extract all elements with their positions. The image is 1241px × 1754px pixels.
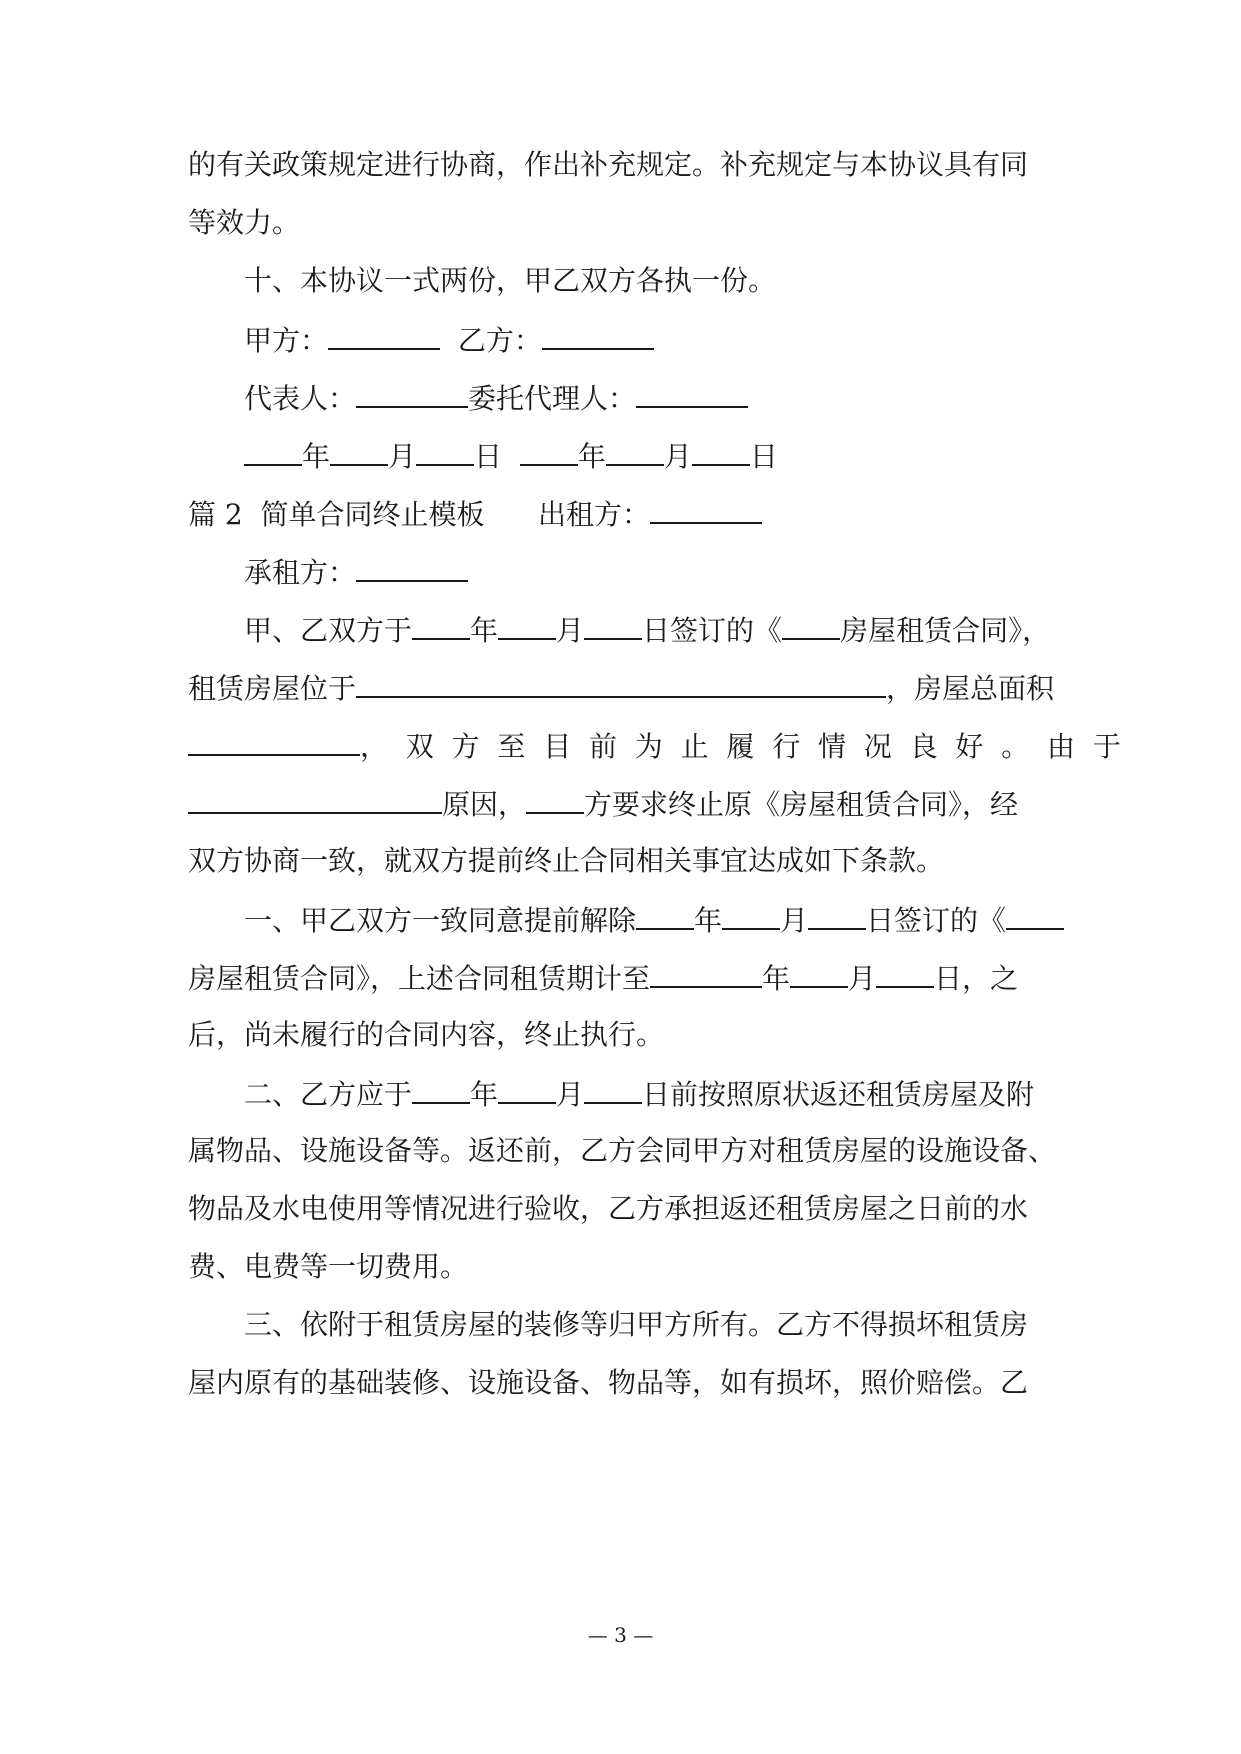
page-number: — 3 — [587,1623,654,1647]
paragraph-line: 原因， 方要求终止原《房屋租赁合同》，经 [188,785,1018,823]
blank-line [188,727,360,756]
signature-dates: 年 月 日 年 月 日 [244,437,778,475]
blank-line [328,321,440,350]
clause-ten: 十、本协议一式两份，甲乙双方各执一份。 [244,264,777,297]
paragraph-line: 甲、乙双方于 年 月 日签订的《 房屋租赁合同》， [244,611,1050,649]
blank-line [356,669,886,698]
paragraph-line: 租赁房屋位于 ，房屋总面积 [188,669,1054,707]
signature-parties: 甲方： 乙方： [244,321,654,359]
paragraph-line: 物品及水电使用等情况进行验收，乙方承担返还租赁房屋之日前的水 [188,1192,1029,1225]
blank-line [542,321,654,350]
signature-representatives: 代表人： 委托代理人： [244,379,748,417]
paragraph-line: 屋内原有的基础装修、设施设备、物品等，如有损坏，照价赔偿。乙 [188,1366,1029,1399]
blank-line [356,379,468,408]
blank-line [188,785,442,814]
clause-two: 二、乙方应于 年 月 日前按照原状返还租赁房屋及附 [244,1075,1034,1113]
paragraph-line: 等效力。 [188,206,301,239]
blank-line [650,495,762,524]
lessee-line: 承租方： [244,553,468,591]
blank-line [356,553,468,582]
blank-line [636,379,748,408]
paragraph-line: 房屋租赁合同》，上述合同租赁期计至 年 月 日，之 [188,959,1018,997]
clause-three: 三、依附于租赁房屋的装修等归甲方所有。乙方不得损坏租赁房 [244,1308,1029,1341]
paragraph-line: 后，尚未履行的合同内容，终止执行。 [188,1018,665,1051]
blank-line [650,959,762,988]
paragraph-line: 的有关政策规定进行协商，作出补充规定。补充规定与本协议具有同 [188,148,1029,181]
section-heading: 篇 2 简单合同终止模板 出租方： [188,495,762,533]
clause-one: 一、甲乙双方一致同意提前解除 年 月 日签订的《 [244,901,1064,939]
paragraph-line: 双方协商一致，就双方提前终止合同相关事宜达成如下条款。 [188,844,945,877]
paragraph-line: 属物品、设施设备等。返还前，乙方会同甲方对租赁房屋的设施设备、 [188,1134,1057,1167]
paragraph-line: 费、电费等一切费用。 [188,1250,469,1283]
paragraph-line: ， 双 方 至 目 前 为 止 履 行 情 况 良 好 。 由 于 [188,727,1121,765]
